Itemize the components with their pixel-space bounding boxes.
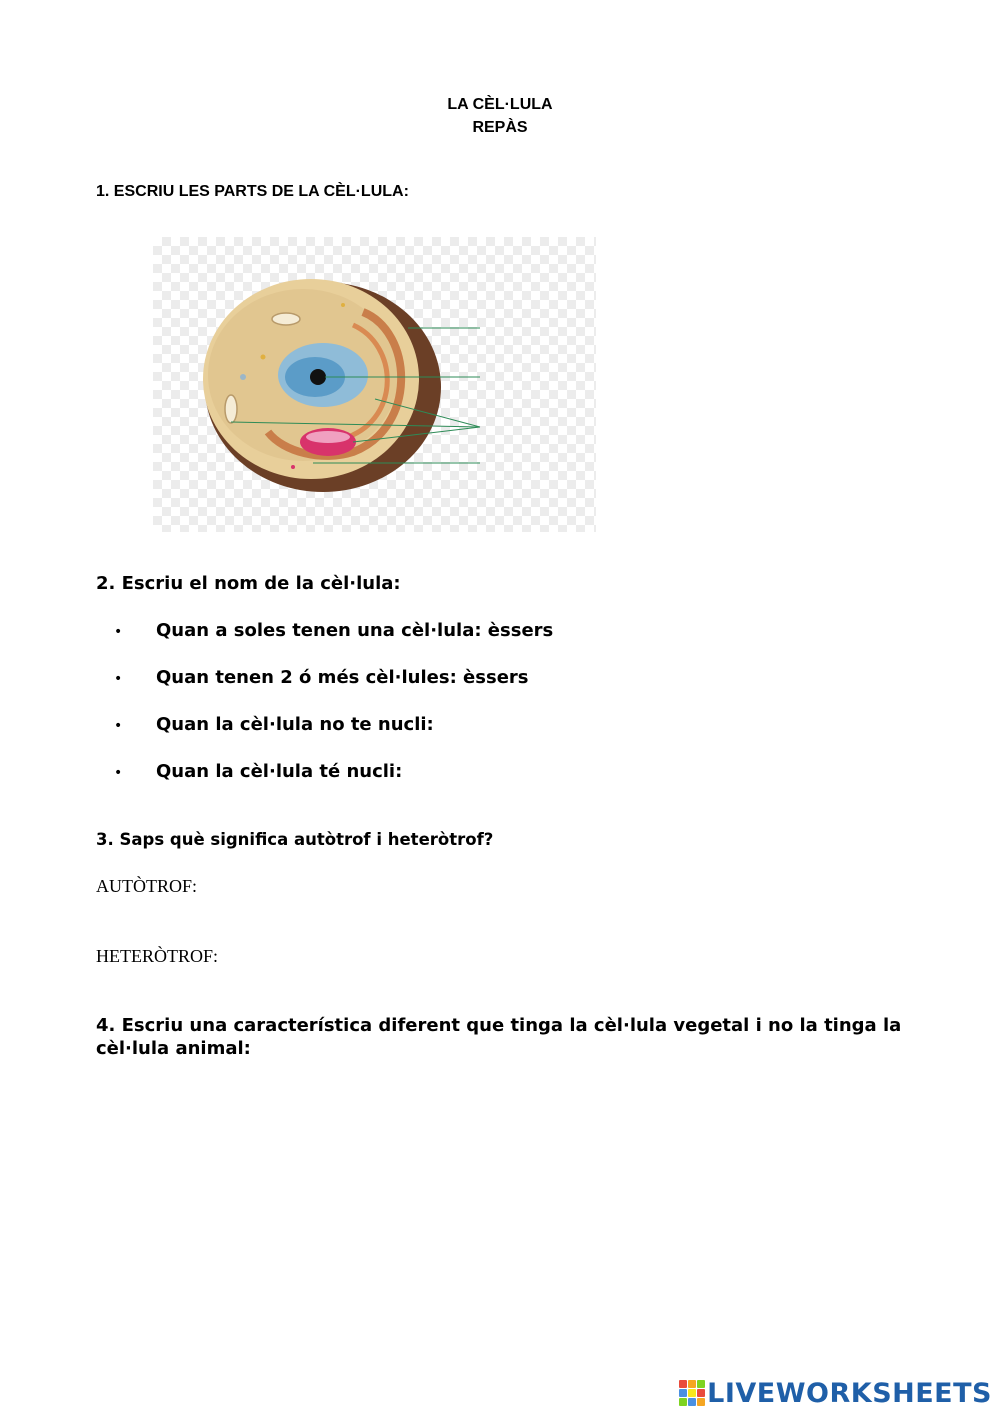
question-2-item: Quan tenen 2 ó més cèl·lules: èssers [156, 667, 529, 688]
cell-illustration [153, 237, 596, 532]
question-2-label: 2. Escriu el nom de la cèl·lula: [96, 573, 401, 594]
bullet: • [114, 718, 123, 734]
bullet: • [114, 624, 123, 640]
nucleolus [310, 369, 326, 385]
question-2-item: Quan la cèl·lula té nucli: [156, 761, 403, 782]
question-3-label: 3. Saps què significa autòtrof i heteròtrof? [96, 830, 494, 849]
question-2-item: Quan la cèl·lula no te nucli: [156, 714, 434, 735]
question-2-item: Quan a soles tenen una cèl·lula: èssers [156, 620, 554, 641]
cell-diagram-image [153, 237, 596, 532]
liveworksheets-logo[interactable] [679, 1376, 992, 1410]
logo-icon [679, 1380, 705, 1406]
page-subtitle: REPÀS [472, 119, 528, 136]
logo-text: LIVEWORKSHEETS [707, 1377, 992, 1409]
mitochondrion [272, 313, 300, 325]
question-4-line-1: 4. Escriu una característica diferent que tinga la cèl·lula vegetal i no la tinga la [96, 1015, 902, 1036]
page-title: LA CÈL·LULA [447, 96, 553, 113]
question-1-label: 1. ESCRIU LES PARTS DE LA CÈL·LULA: [96, 183, 409, 200]
heterotrof-label: HETERÒTROF: [96, 946, 219, 966]
autotrof-label: AUTÒTROF: [96, 876, 198, 896]
bullet: • [114, 671, 123, 687]
bullet: • [114, 765, 123, 781]
question-4-line-2: cèl·lula animal: [96, 1038, 251, 1059]
